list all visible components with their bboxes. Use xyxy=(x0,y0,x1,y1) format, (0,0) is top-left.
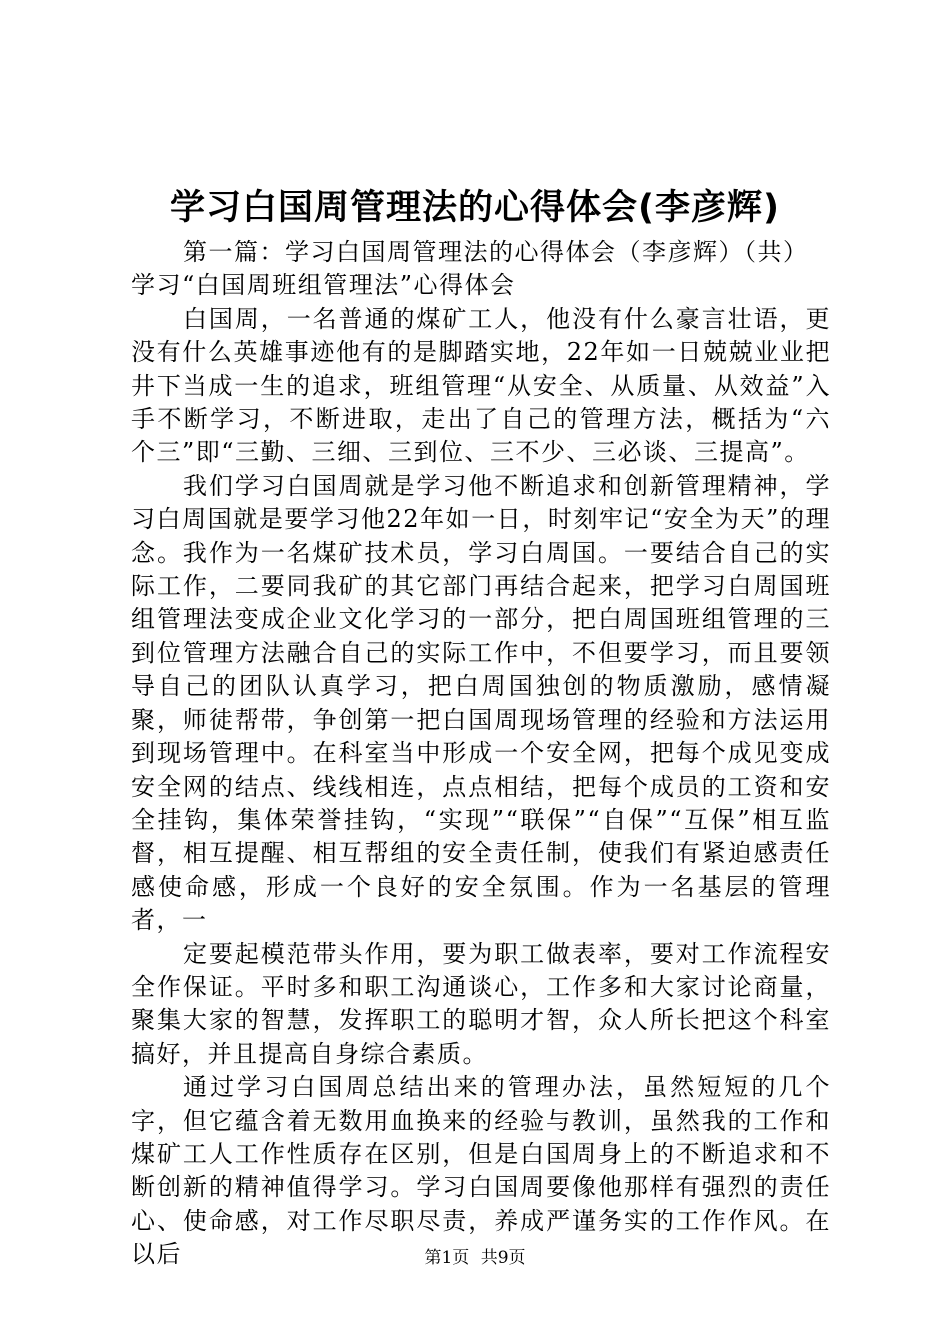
page-footer xyxy=(0,1247,950,1269)
paragraph: 我们学习白国周就是学习他不断追求和创新管理精神，学习白周国就是要学习他22年如一日，时刻牢记“安全为天”的理念。我作为一名煤矿技术员，学习白周国。一要结合自己的实际工作，二要同我矿的其它部门再结合起来，把学习白周国班组管理法变成企业文化学习的一部分，把白周国班组管理的三到位管理方法融合自己的实际工作中，不但要学习，而且要领导自己的团队认真学习，把白周国独创的物质激励，感情凝聚，师徒帮带，争创第一把白国周现场管理的经验和方法运用到现场管理中。在科室当中形成一个安全网，把每个成见变成安全网的结点、线线相连，点点相结，把每个成员的工资和安全挂钩，集体荣誉挂钩，“实现”“联保”“自保”“互保”相互监督，相互提醒、相互帮组的安全责任制，使我们有紧迫感责任感使命感，形成一个良好的安全氛围。作为一名基层的管理者，一 xyxy=(131,471,831,935)
paragraph: 白国周，一名普通的煤矿工人，他没有什么豪言壮语，更没有什么英雄事迹他有的是脚踏实地，22年如一日兢兢业业把井下当成一生的追求，班组管理“从安全、从质量、从效益”入手不断学习，不断进取，走出了自己的管理方法，概括为“六个三”即“三勤、三细、三到位、三不少、三必谈、三提高”。 xyxy=(131,304,831,467)
section-heading: 第一篇：学习白国周管理法的心得体会（李彦辉）（共） xyxy=(183,238,809,266)
paragraph: 定要起模范带头作用，要为职工做表率，要对工作流程安全作保证。平时多和职工沟通谈心，工作多和大家讨论商量，聚集大家的智慧，发挥职工的聪明才智，众人所长把这个科室搞好，并且提高自身综合素质。 xyxy=(131,939,831,1068)
paragraph: 通过学习白国周总结出来的管理办法，虽然短短的几个字，但它蕴含着无数用血换来的经验与教训，虽然我的工作和煤矿工人工作性质存在区别，但是白国周身上的不断追求和不断创新的精神值得学习。学习白国周要像他那样有强烈的责任心、使命感，对工作尽职尽责，养成严谨务实的工作作风。在以后 xyxy=(131,1073,831,1269)
total-pages: 共9页 xyxy=(480,1248,526,1268)
subtitle-line: 学习“白国周班组管理法”心得体会 xyxy=(131,271,516,300)
document-title: 学习白国周管理法的心得体会(李彦辉) xyxy=(170,188,780,228)
document-body xyxy=(131,236,831,1272)
page-number: 第1页 xyxy=(424,1248,470,1268)
